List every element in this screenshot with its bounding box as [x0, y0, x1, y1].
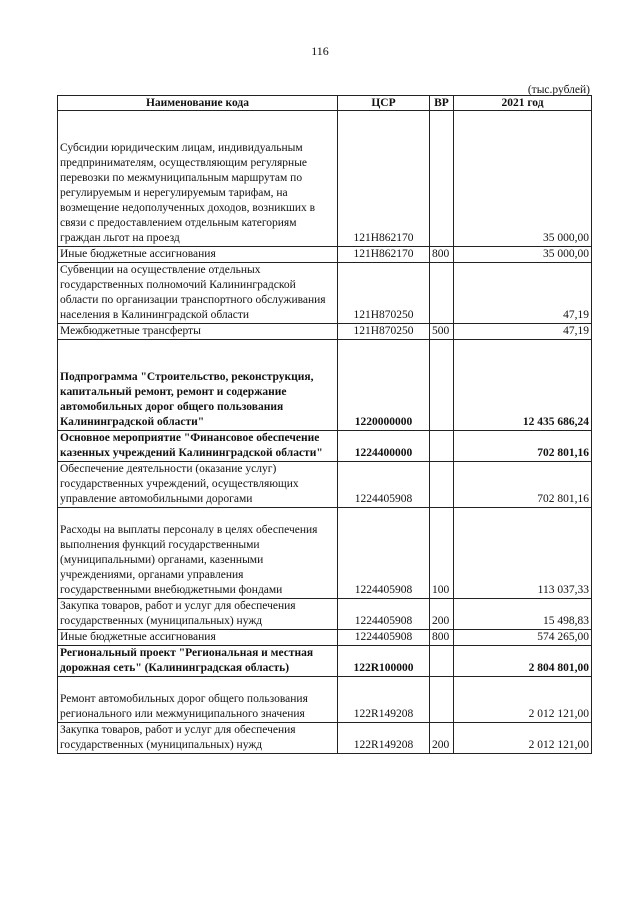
units-label: (тыс.рублей) — [527, 84, 590, 96]
csr-cell: 122R100000 — [338, 646, 430, 677]
csr-cell: 1224405908 — [338, 630, 430, 646]
table-row — [58, 508, 592, 599]
name-cell: Расходы на выплаты персоналу в целях обеспечения выполнения функций государственными (муниципальными) органами, казенными учреждениями, органами управления государственными внебюджетными фондами — [58, 508, 338, 599]
amount-cell: 702 801,16 — [454, 462, 592, 508]
vr-cell — [430, 431, 454, 462]
amount-cell: 12 435 686,24 — [454, 340, 592, 431]
name-cell: Подпрограмма "Строительство, реконструкция, капитальный ремонт, ремонт и содержание автомобильных дорог общего пользования Калининградской области" — [58, 340, 338, 431]
page-number: 116 — [311, 44, 329, 58]
name-cell: Субсидии юридическим лицам, индивидуальным предпринимателям, осуществляющим регулярные перевозки по межмуниципальным маршрутам по регулируемым и нерегулируемым тарифам, на возмещение недополученных доходов, возникших в связи с предоставлением отдельным категориям граждан льгот на проезд — [58, 111, 338, 247]
table-row — [58, 462, 592, 508]
header-name: Наименование кода — [58, 96, 338, 111]
csr-cell: 1224405908 — [338, 462, 430, 508]
amount-cell: 2 012 121,00 — [454, 723, 592, 754]
name-cell: Межбюджетные трансферты — [58, 324, 338, 340]
name-cell: Региональный проект "Региональная и местная дорожная сеть" (Калининградская область) — [58, 646, 338, 677]
vr-cell — [430, 677, 454, 723]
header-vr: ВР — [430, 96, 454, 111]
csr-cell: 121Н870250 — [338, 263, 430, 324]
header-csr: ЦСР — [338, 96, 430, 111]
vr-cell — [430, 340, 454, 431]
csr-cell: 121Н870250 — [338, 324, 430, 340]
vr-cell: 200 — [430, 599, 454, 630]
name-cell: Субвенции на осуществление отдельных государственных полномочий Калининградской области по организации транспортного обслуживания населения в Калининградской области — [58, 263, 338, 324]
vr-cell: 500 — [430, 324, 454, 340]
vr-cell — [430, 462, 454, 508]
table-row — [58, 111, 592, 247]
vr-cell — [430, 263, 454, 324]
csr-cell: 1224405908 — [338, 508, 430, 599]
vr-cell: 800 — [430, 630, 454, 646]
amount-cell: 2 012 121,00 — [454, 677, 592, 723]
header-year: 2021 год — [454, 96, 592, 111]
name-cell: Иные бюджетные ассигнования — [58, 247, 338, 263]
csr-cell: 1224405908 — [338, 599, 430, 630]
amount-cell: 35 000,00 — [454, 111, 592, 247]
vr-cell — [430, 646, 454, 677]
table-row — [58, 630, 592, 646]
name-cell: Иные бюджетные ассигнования — [58, 630, 338, 646]
budget-table — [57, 95, 592, 754]
amount-cell: 15 498,83 — [454, 599, 592, 630]
vr-cell: 100 — [430, 508, 454, 599]
amount-cell: 2 804 801,00 — [454, 646, 592, 677]
vr-cell: 800 — [430, 247, 454, 263]
name-cell: Закупка товаров, работ и услуг для обеспечения государственных (муниципальных) нужд — [58, 599, 338, 630]
table-row — [58, 263, 592, 324]
amount-cell: 574 265,00 — [454, 630, 592, 646]
table-row — [58, 677, 592, 723]
amount-cell: 47,19 — [454, 263, 592, 324]
name-cell: Обеспечение деятельности (оказание услуг) государственных учреждений, осуществляющих управление автомобильными дорогами — [58, 462, 338, 508]
name-cell: Ремонт автомобильных дорог общего пользования регионального или межмуниципального значения — [58, 677, 338, 723]
table-body — [58, 111, 592, 754]
table-row — [58, 340, 592, 431]
vr-cell: 200 — [430, 723, 454, 754]
amount-cell: 113 037,33 — [454, 508, 592, 599]
table-row — [58, 723, 592, 754]
amount-cell: 35 000,00 — [454, 247, 592, 263]
amount-cell: 47,19 — [454, 324, 592, 340]
table-row — [58, 599, 592, 630]
table-row — [58, 324, 592, 340]
table-header-row — [58, 96, 592, 111]
csr-cell: 122R149208 — [338, 677, 430, 723]
table-row — [58, 431, 592, 462]
vr-cell — [430, 111, 454, 247]
csr-cell: 1220000000 — [338, 340, 430, 431]
csr-cell: 1224400000 — [338, 431, 430, 462]
table-row — [58, 247, 592, 263]
name-cell: Закупка товаров, работ и услуг для обеспечения государственных (муниципальных) нужд — [58, 723, 338, 754]
csr-cell: 121Н862170 — [338, 111, 430, 247]
csr-cell: 121Н862170 — [338, 247, 430, 263]
csr-cell: 122R149208 — [338, 723, 430, 754]
amount-cell: 702 801,16 — [454, 431, 592, 462]
table-row — [58, 646, 592, 677]
name-cell: Основное мероприятие "Финансовое обеспечение казенных учреждений Калининградской области" — [58, 431, 338, 462]
